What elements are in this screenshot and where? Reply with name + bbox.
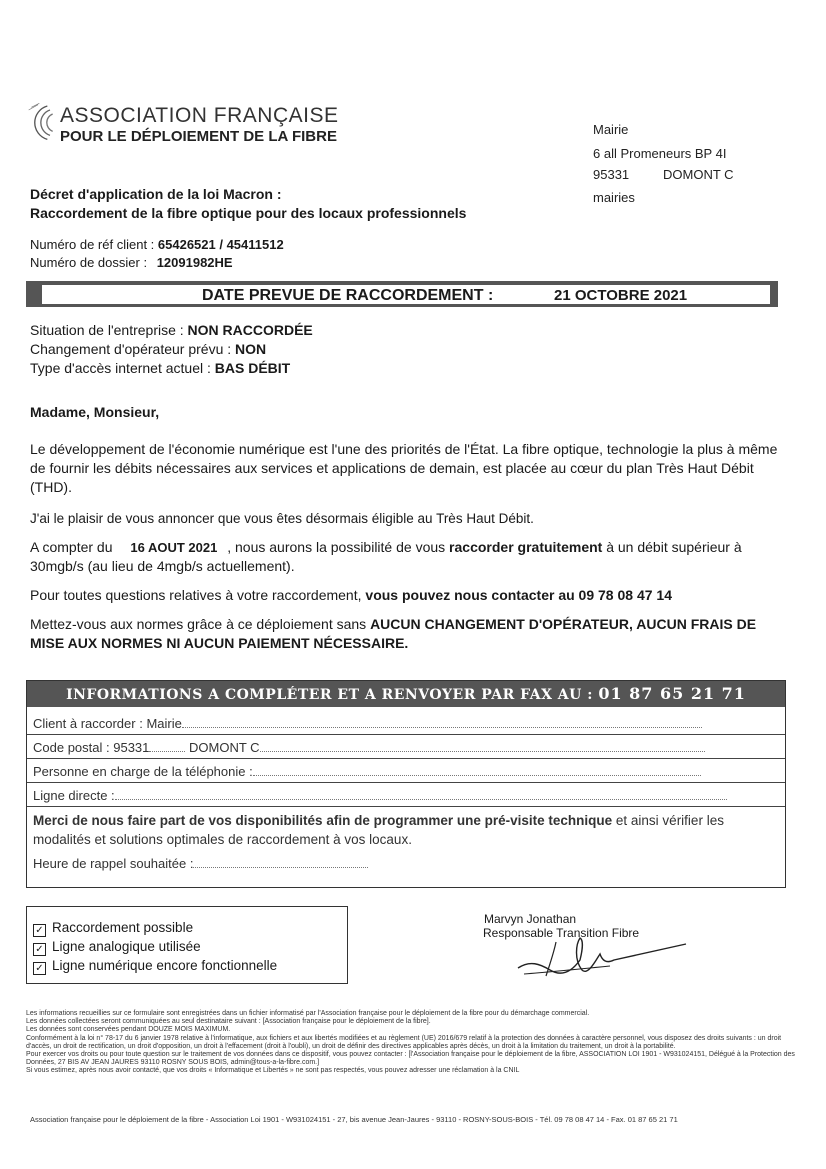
check-item-1[interactable] [33,920,193,936]
p4-bold: vous pouvez nous contacter au 09 78 08 47 14 [365,587,672,603]
p3-end: à un débit supérieur à 30mgb/s (au lieu de 4mgb/s actuellement). [30,539,742,574]
fax-form [26,680,786,888]
client-ref [30,237,284,252]
checkbox-checked-icon: ✓ [33,943,46,956]
telephony-contact-label: Personne en charge de la téléphonie : [33,764,253,779]
client-field-value: Mairie [146,716,182,731]
paragraph-3 [30,538,790,576]
dossier-ref-value: 12091982HE [156,255,233,270]
direct-line-field[interactable] [33,787,727,803]
p5-start: Mettez-vous aux normes grâce à ce déploiement sans [30,616,367,632]
p4-start: Pour toutes questions relatives à votre raccordement, [30,587,362,603]
paragraph-5 [30,615,790,653]
legal-line-4: Conformément à la loi n° 78-17 du 6 janvier 1978 relative à l'informatique, aux fichiers et aux libertés modifiées et au règlement (UE) 2016/679 relatif à la protection des données à caractère personnel, vous disposez des droits suivants : un droit d'accès, un droit de rectification, un droit d'opposition, un droit à l'effacement (droit à l'oubli), un droit de définir des directives applicables après décès, un droit à la limitation du traitement, un droit à la portabilité. [26,1034,782,1050]
signatory-role: Responsable Transition Fibre [483,926,640,940]
form-header [27,681,785,707]
situation-operateur-label: Changement d'opérateur prévu : [30,341,232,357]
previsit-note [33,811,768,849]
previsit-end: et ainsi vérifier les modalités et solutions optimales de raccordement à vos locaux. [33,813,724,847]
recipient-city: DOMONT C [663,167,734,182]
paragraph-2: J'ai le plaisir de vous annoncer que vous êtes désormais éligible au Très Haut Débit. [30,511,534,526]
recipient-postcode: 95331 [593,167,630,182]
client-ref-value: 65426521 / 45411512 [157,237,284,252]
checkbox-checked-icon: ✓ [33,962,46,975]
paragraph-4 [30,586,790,605]
p5-bold: AUCUN CHANGEMENT D'OPÉRATEUR, AUCUN FRAIS DE MISE AUX NORMES NI AUCUN PAIEMENT NÉCESSAIRE. [30,616,757,651]
situation-operateur-value: NON [235,341,267,357]
p3-mid: , nous aurons la possibilité de vous [227,539,446,555]
situation-entreprise-label: Situation de l'entreprise : [30,322,184,338]
checklist-box [26,906,348,984]
direct-line-label: Ligne directe : [33,788,115,803]
legal-line-5: Pour exercer vos droits ou pour toute question sur le traitement de vos données dans ce dispositif, vous pouvez contacter : [l'Association française pour le déploiement de la fibre, ASSOCIATION LOI 1901 - W931024151, Délégué à la Protection des Données, 27 BIS AV JEAN JAURES 93110 ROSNY SOUS BOIS, admin@tous-a-la-fibre.com.] [26,1051,795,1067]
client-ref-label: Numéro de réf client : [30,237,155,252]
callback-time-field[interactable] [33,855,368,871]
p3-bold: raccorder gratuitement [449,539,603,555]
recipient-name: Mairie [593,122,629,137]
signature-icon [510,930,690,980]
situation-acces-value: BAS DÉBIT [214,360,291,376]
check-item-2[interactable] [33,939,201,955]
banner-title: DATE PREVUE DE RACCORDEMENT : [202,287,494,304]
decree-subtitle: Raccordement de la fibre optique pour des locaux professionnels [30,205,467,221]
check-item-3-label: Ligne numérique encore fonctionnelle [52,958,278,973]
legal-line-3: Les données sont conservées pendant DOUZE MOIS MAXIMUM. [26,1026,231,1034]
dossier-ref-label: Numéro de dossier : [30,255,148,270]
date-banner [26,281,778,307]
logo-title: ASSOCIATION FRANÇAISE [60,104,339,127]
decree-title: Décret d'application de la loi Macron : [30,186,282,202]
client-field-label: Client à raccorder : [33,716,143,731]
paragraph-1: Le développement de l'économie numérique est l'une des priorités de l'État. La fibre optique, technologie la plus à même de fournir les débits nécessaires aux services et applications de demain, est placée au cœur du plan Très Haut Débit (THD). [30,441,778,495]
p3-date: 16 AOUT 2021 [130,540,218,555]
legal-line-6: Si vous estimez, après nous avoir contacté, que vos droits « Informatique et Libertés » ne sont pas respectés, vous pouvez adresser une réclamation à la CNIL [26,1067,520,1075]
signatory-name: Marvyn Jonathan [484,912,577,926]
p3-start: A compter du [30,539,113,555]
form-header-title: INFORMATIONS A COMPLÉTER ET A RENVOYER PAR FAX AU : [66,687,593,703]
postcode-field[interactable] [33,739,705,755]
client-field[interactable] [33,715,702,731]
footer: Association française pour le déploiement de la fibre - Association Loi 1901 - W931024151 - 27, bis avenue Jean-Jaures - 93110 - ROSNY-SOUS-BOIS - Tél. 09 78 08 47 14 - Fax. 01 87 65 21 71 [30,1115,678,1124]
situation-acces-label: Type d'accès internet actuel : [30,360,211,376]
check-item-1-label: Raccordement possible [52,920,194,935]
association-logo-icon [22,92,62,152]
postcode-field-value: 95331 [113,740,150,755]
situation-entreprise-value: NON RACCORDÉE [187,322,313,338]
postcode-field-city: DOMONT C [189,740,260,755]
situation-operateur [30,341,266,357]
situation-acces [30,360,290,376]
previsit-bold: Merci de nous faire part de vos disponibilités afin de programmer une pré-visite technique [33,813,613,828]
checkbox-checked-icon: ✓ [33,924,46,937]
situation-entreprise [30,322,313,338]
callback-time-label: Heure de rappel souhaitée : [33,856,194,871]
check-item-3[interactable] [33,958,277,974]
logo-subtitle: POUR LE DÉPLOIEMENT DE LA FIBRE [60,128,337,145]
recipient-street: 6 all Promeneurs BP 4I [593,146,727,161]
postcode-field-label: Code postal : [33,740,110,755]
check-item-2-label: Ligne analogique utilisée [52,939,201,954]
legal-notice [26,1010,796,1076]
telephony-contact-field[interactable] [33,763,701,779]
recipient-extra: mairies [593,190,635,205]
legal-line-1: Les informations recueillies sur ce formulaire sont enregistrées dans un fichier informatisé par l'Association française pour le déploiement de la fibre pour du démarchage commercial. [26,1010,590,1017]
banner-date: 21 OCTOBRE 2021 [554,287,688,304]
salutation: Madame, Monsieur, [30,404,160,420]
legal-line-2: Les données collectées seront communiquées au seul destinataire suivant : [Association française pour le déploiement de la fibre]. [26,1018,431,1026]
dossier-ref [30,255,233,270]
form-fax-number: 01 87 65 21 71 [598,684,746,703]
